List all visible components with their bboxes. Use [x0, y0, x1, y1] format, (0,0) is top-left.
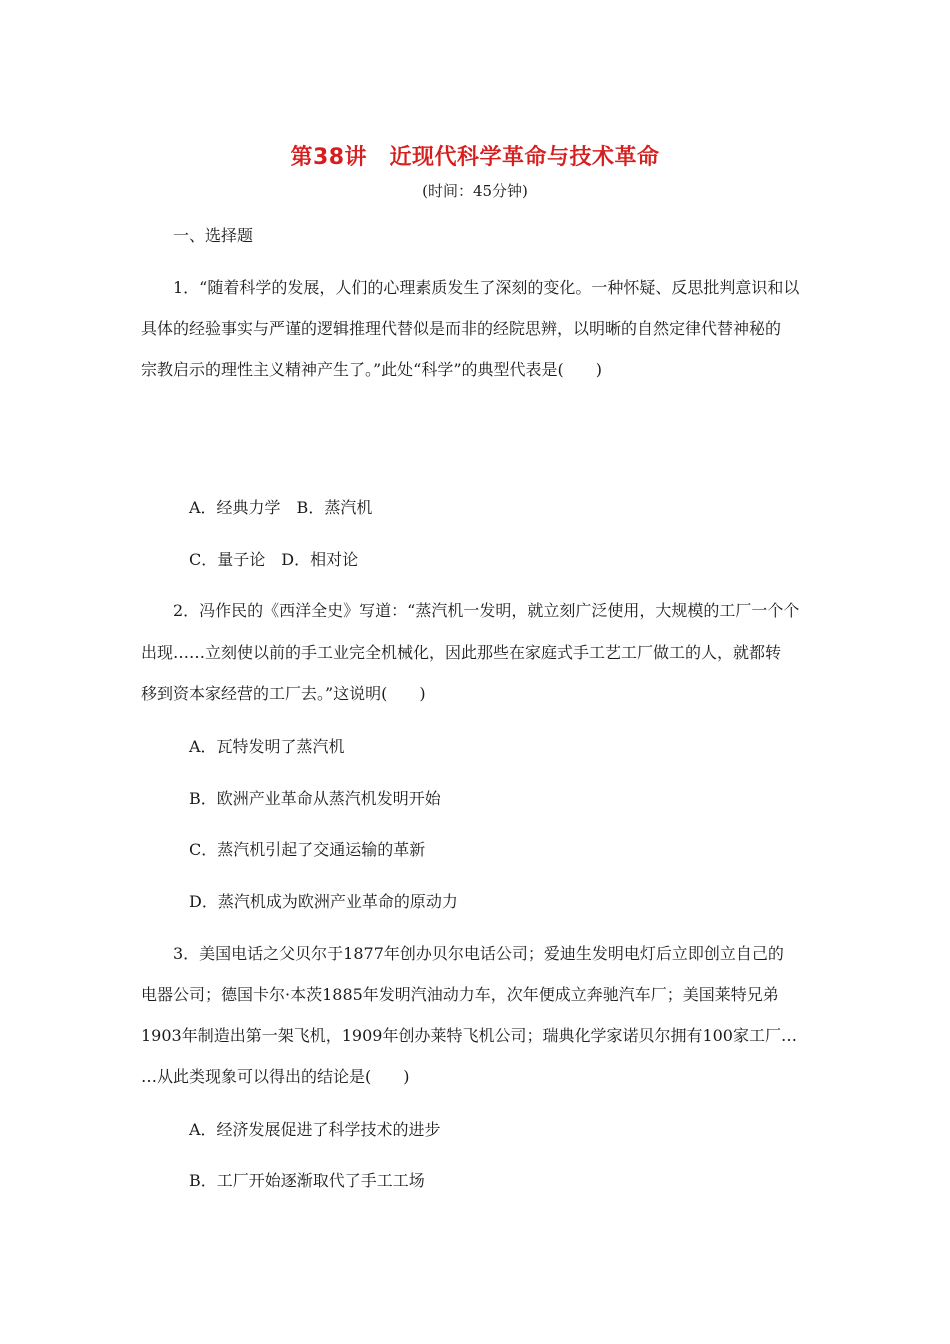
question-3-line-4: …从此类现象可以得出的结论是( )	[141, 1067, 410, 1086]
question-1-line-3: 宗教启示的理性主义精神产生了。”此处“科学”的典型代表是( )	[141, 360, 603, 379]
time-limit: (时间：45分钟)	[422, 182, 528, 200]
question-1-options-ab: A．经典力学 B．蒸汽机	[189, 498, 373, 517]
question-1-options-cd: C．量子论 D．相对论	[189, 550, 359, 569]
question-2-option-b: B．欧洲产业革命从蒸汽机发明开始	[189, 789, 441, 808]
question-3-option-a: A．经济发展促进了科学技术的进步	[189, 1120, 441, 1139]
question-3-line-1: 3．美国电话之父贝尔于1877年创办贝尔电话公司；爱迪生发明电灯后立即创立自己的	[173, 944, 784, 963]
question-3-line-3: 1903年制造出第一架飞机，1909年创办莱特飞机公司；瑞典化学家诺贝尔拥有100家工厂…	[141, 1026, 797, 1045]
question-2-option-c: C．蒸汽机引起了交通运输的革新	[189, 840, 426, 859]
question-2-line-2: 出现……立刻使以前的手工业完全机械化，因此那些在家庭式手工艺工厂做工的人，就都转	[141, 643, 782, 662]
question-1-line-1: 1．“随着科学的发展，人们的心理素质发生了深刻的变化。一种怀疑、反思批判意识和以	[173, 278, 800, 297]
page-title: 第38讲 近现代科学革命与技术革命	[290, 145, 660, 170]
question-3-option-b: B．工厂开始逐渐取代了手工工场	[189, 1171, 425, 1190]
question-2-line-1: 2．冯作民的《西洋全史》写道：“蒸汽机一发明，就立刻广泛使用，大规模的工厂一个个	[173, 601, 800, 620]
question-2-option-a: A．瓦特发明了蒸汽机	[189, 737, 345, 756]
section-heading: 一、选择题	[173, 226, 254, 245]
question-3-line-2: 电器公司；德国卡尔·本茨1885年发明汽油动力车，次年便成立奔驰汽车厂；美国莱特兄弟	[141, 985, 779, 1004]
question-2-option-d: D．蒸汽机成为欧洲产业革命的原动力	[189, 892, 458, 911]
question-1-line-2: 具体的经验事实与严谨的逻辑推理代替似是而非的经院思辨，以明晰的自然定律代替神秘的	[141, 319, 782, 338]
question-2-line-3: 移到资本家经营的工厂去。”这说明( )	[141, 684, 426, 703]
